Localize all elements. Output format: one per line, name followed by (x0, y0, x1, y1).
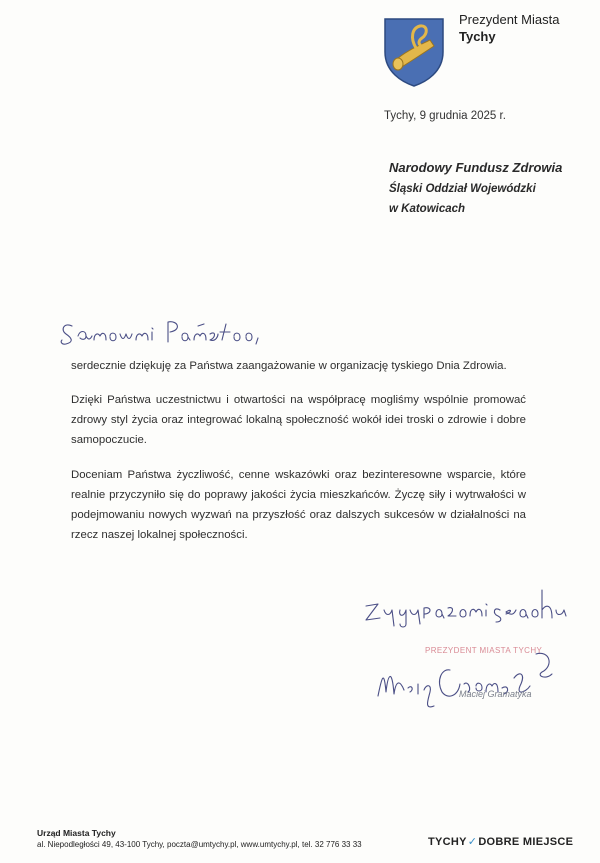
footer-address: al. Niepodległości 49, 43-100 Tychy, poczta@umtychy.pl, www.umtychy.pl, tel. 32 776 33 33 (37, 840, 362, 849)
body-paragraph-1: serdecznie dziękuję za Państwa zaangażowanie w organizację tyskiego Dnia Zdrowia. (71, 360, 507, 372)
footer-office-name: Urząd Miasta Tychy (37, 828, 116, 838)
handwritten-closing (360, 580, 575, 630)
recipient-line3: w Katowicach (389, 203, 466, 215)
header-title (459, 11, 559, 45)
slogan-left: TYCHY (428, 836, 467, 848)
body-paragraph-2: Dzięki Państwa uczestnictwu i otwartości na współpracę mogliśmy wspólnie promować zdrowy styl życia oraz integrować lokalną społeczność wokół idei troski o zdrowie i dobre samopoczucie. (71, 394, 526, 446)
city-coat-of-arms-horn-icon (382, 16, 446, 88)
letter-body (71, 356, 526, 560)
header-title-line2: Tychy (459, 29, 496, 44)
recipient-block (389, 159, 562, 219)
body-paragraph-3: Doceniam Państwa życzliwość, cenne wskazówki oraz bezinteresowne wsparcie, które realnie przyczyniło się do poprawy jakości życia mieszkańców. Życzę siły i wytrwałości w podejmowaniu nowych wyzwań na przyszłość oraz dalszych sukcesów w działalności na rzecz naszej lokalnej społeczności. (71, 469, 526, 541)
recipient-line2: Śląski Oddział Wojewódzki (389, 183, 536, 195)
slogan-right: DOBRE MIEJSCE (478, 836, 574, 848)
stamp-name: Maciej Gramatyka (459, 689, 532, 699)
recipient-line1: Narodowy Fundusz Zdrowia (389, 160, 563, 175)
stamp-title: PREZYDENT MIASTA TYCHY (425, 646, 543, 655)
header-title-line1: Prezydent Miasta (459, 12, 560, 27)
handwritten-salutation (58, 312, 278, 352)
footer-office (37, 828, 362, 850)
checkmark-icon: ✓ (467, 836, 478, 848)
footer-slogan (428, 835, 573, 848)
letter-date: Tychy, 9 grudnia 2025 r. (384, 110, 506, 122)
handwritten-signature (370, 640, 580, 720)
